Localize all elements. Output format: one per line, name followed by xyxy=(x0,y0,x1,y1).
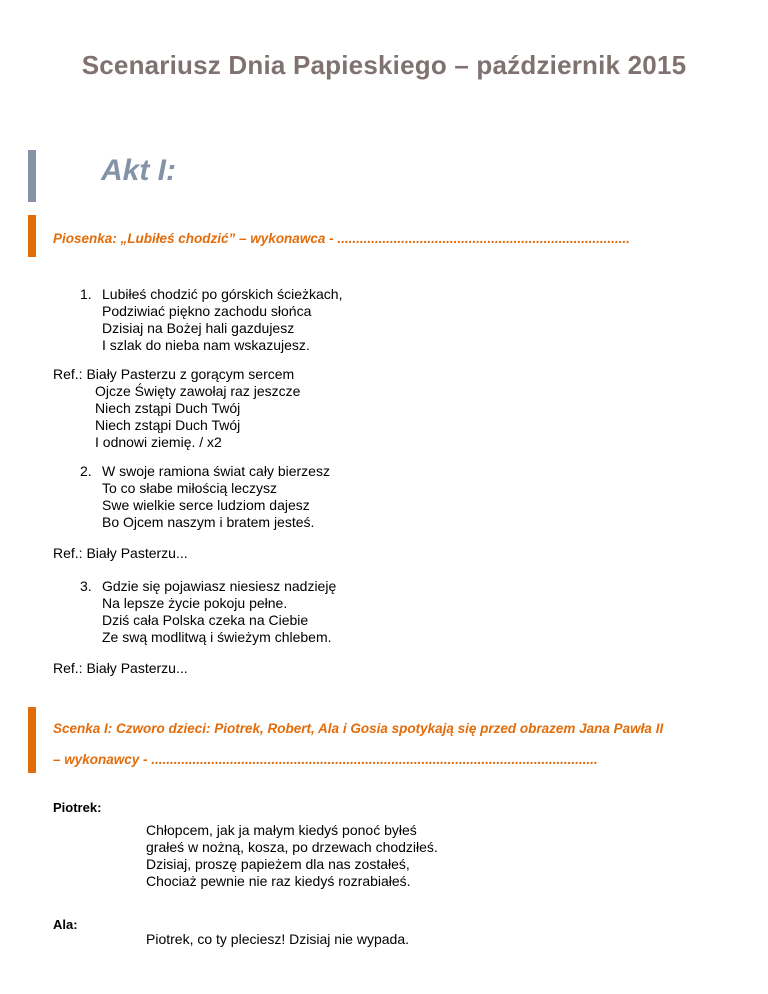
refrain-line: Niech zstąpi Duch Twój xyxy=(95,400,241,416)
document-title: Scenariusz Dnia Papieskiego – październik 2015 xyxy=(81,50,687,80)
verse-line: Ze swą modlitwą i świeżym chlebem. xyxy=(102,629,332,645)
song-heading: Piosenka: „Lubiłeś chodzić” – wykonawca - .............................................................................. xyxy=(53,231,630,246)
verse-line: Podziwiać piękno zachodu słońca xyxy=(102,303,312,319)
verse-line: Bo Ojcem naszym i bratem jesteś. xyxy=(102,514,315,530)
verse-line: To co słabe miłością leczysz xyxy=(102,480,278,496)
speaker-name: Piotrek: xyxy=(53,800,102,815)
verse-line: I szlak do nieba nam wskazujesz. xyxy=(102,337,310,353)
verse-line: W swoje ramiona świat cały bierzesz xyxy=(102,463,330,479)
dialogue-block xyxy=(146,822,438,890)
scene-heading-line-2: – wykonawcy - ....................................................................................................................... xyxy=(53,752,598,767)
scene-accent-bar xyxy=(28,707,36,773)
dialogue-line: Piotrek, co ty pleciesz! Dzisiaj nie wypada. xyxy=(146,931,409,947)
verse-number: 2. xyxy=(80,463,92,479)
scene-heading-line-1: Scenka I: Czworo dzieci: Piotrek, Robert, Ala i Gosia spotykają się przed obrazem Jana Pawła II xyxy=(53,721,664,736)
verse-number: 1. xyxy=(80,286,92,302)
refrain-line: I odnowi ziemię. / x2 xyxy=(95,434,222,450)
verse-line: Gdzie się pojawiasz niesiesz nadzieję xyxy=(102,578,337,594)
dialogue-block xyxy=(146,931,409,948)
dialogue-line: Dzisiaj, proszę papieżem dla nas zostałeś, xyxy=(146,856,410,872)
verse-3 xyxy=(80,578,336,646)
verse-number: 3. xyxy=(80,578,92,594)
refrain-line: Ref.: Biały Pasterzu z gorącym sercem xyxy=(53,366,295,382)
speaker-name: Ala: xyxy=(53,917,78,932)
verse-line: Na lepsze życie pokoju pełne. xyxy=(102,595,288,611)
dialogue-line: Chociaż pewnie nie raz kiedyś rozrabiałeś. xyxy=(146,873,411,889)
refrain-line: Niech zstąpi Duch Twój xyxy=(95,417,241,433)
act-heading: Akt I: xyxy=(101,154,176,187)
verse-line: Lubiłeś chodzić po górskich ścieżkach, xyxy=(102,286,343,302)
verse-line: Dziś cała Polska czeka na Ciebie xyxy=(102,612,309,628)
refrain xyxy=(53,366,300,451)
dialogue-line: Chłopcem, jak ja małym kiedyś ponoć byłeś xyxy=(146,822,417,838)
refrain-short: Ref.: Biały Pasterzu... xyxy=(53,660,188,676)
verse-2 xyxy=(80,463,330,531)
verse-1 xyxy=(80,286,342,354)
refrain-short: Ref.: Biały Pasterzu... xyxy=(53,545,188,561)
verse-line: Dzisiaj na Bożej hali gazdujesz xyxy=(102,320,295,336)
dialogue-line: grałeś w nożną, kosza, po drzewach chodziłeś. xyxy=(146,839,438,855)
song-accent-bar xyxy=(28,215,36,257)
act-accent-bar xyxy=(28,150,36,202)
refrain-line: Ojcze Święty zawołaj raz jeszcze xyxy=(95,383,301,399)
verse-line: Swe wielkie serce ludziom dajesz xyxy=(102,497,310,513)
